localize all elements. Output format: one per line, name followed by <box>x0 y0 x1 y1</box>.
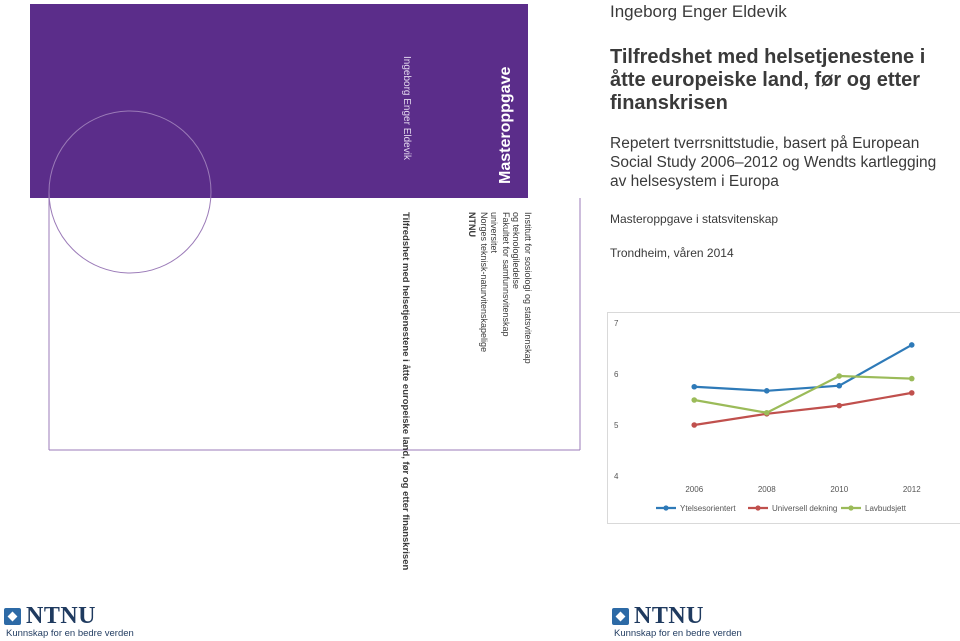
legend-label: Universell dekning <box>772 504 838 513</box>
y-tick-label: 6 <box>614 370 619 379</box>
data-point <box>764 410 770 416</box>
series-line <box>694 376 912 413</box>
y-tick-label: 7 <box>614 319 619 328</box>
front-place: Trondheim, våren 2014 <box>610 246 734 260</box>
legend-marker <box>848 505 853 510</box>
inst-line2: universitet <box>489 212 499 254</box>
inst-line1: Norges teknisk-naturvitenskapelige <box>479 212 489 353</box>
front-degree: Masteroppgave i statsvitenskap <box>610 212 779 226</box>
ntnu-logo-word: NTNU <box>634 603 705 629</box>
x-tick-label: 2008 <box>757 485 776 494</box>
data-point <box>691 397 697 403</box>
y-tick-label: 5 <box>614 421 619 430</box>
legend-marker <box>755 505 760 510</box>
front-author: Ingeborg Enger Eldevik <box>610 2 787 21</box>
x-tick-label: 2012 <box>902 485 921 494</box>
spine-masteroppgave: Masteroppgave <box>497 66 514 184</box>
inst-line4: og teknologiledelse <box>511 212 521 290</box>
data-point <box>691 422 697 428</box>
series-line <box>694 393 912 425</box>
inst-line5: Institutt for sosiologi og statsvitenskap <box>523 212 533 364</box>
ntnu-logo-mark-icon <box>4 608 21 625</box>
data-point <box>909 342 915 348</box>
ntnu-logo-tagline: Kunnskap for en bedre verden <box>6 628 134 639</box>
y-tick-label: 4 <box>614 472 619 481</box>
legend-marker <box>663 505 668 510</box>
chart-container <box>607 312 960 524</box>
ntnu-logo-tagline: Kunnskap for en bedre verden <box>614 628 742 639</box>
front-title: Tilfredshet med helsetjenestene i åtte europeiske land, før og etter finanskrisen <box>610 46 926 114</box>
data-point <box>909 376 915 382</box>
line-chart <box>608 313 960 523</box>
ntnu-logo-word: NTNU <box>26 603 97 629</box>
x-tick-label: 2010 <box>830 485 849 494</box>
data-point <box>836 383 842 389</box>
x-tick-label: 2006 <box>685 485 704 494</box>
spine-author: Ingeborg Enger Eldevik <box>401 56 412 160</box>
spine-title: Tilfredshet med helsetjenestene i åtte europeiske land, før og etter finanskrisen <box>400 212 411 571</box>
data-point <box>909 390 915 396</box>
legend-label: Ytelsesorientert <box>680 504 736 513</box>
series-line <box>694 345 912 391</box>
data-point <box>691 384 697 390</box>
front-subtitle: Repetert tverrsnittstudie, basert på European Social Study 2006–2012 og Wendts kartlegging av helsesystem i Europa <box>610 135 937 190</box>
data-point <box>836 373 842 379</box>
ntnu-logo-mark-icon <box>612 608 629 625</box>
inst-line3: Fakultet for samfunnsvitenskap <box>501 212 511 337</box>
legend-label: Lavbudsjett <box>865 504 906 513</box>
data-point <box>836 403 842 409</box>
data-point <box>764 388 770 394</box>
inst-ntnu: NTNU <box>467 212 477 237</box>
